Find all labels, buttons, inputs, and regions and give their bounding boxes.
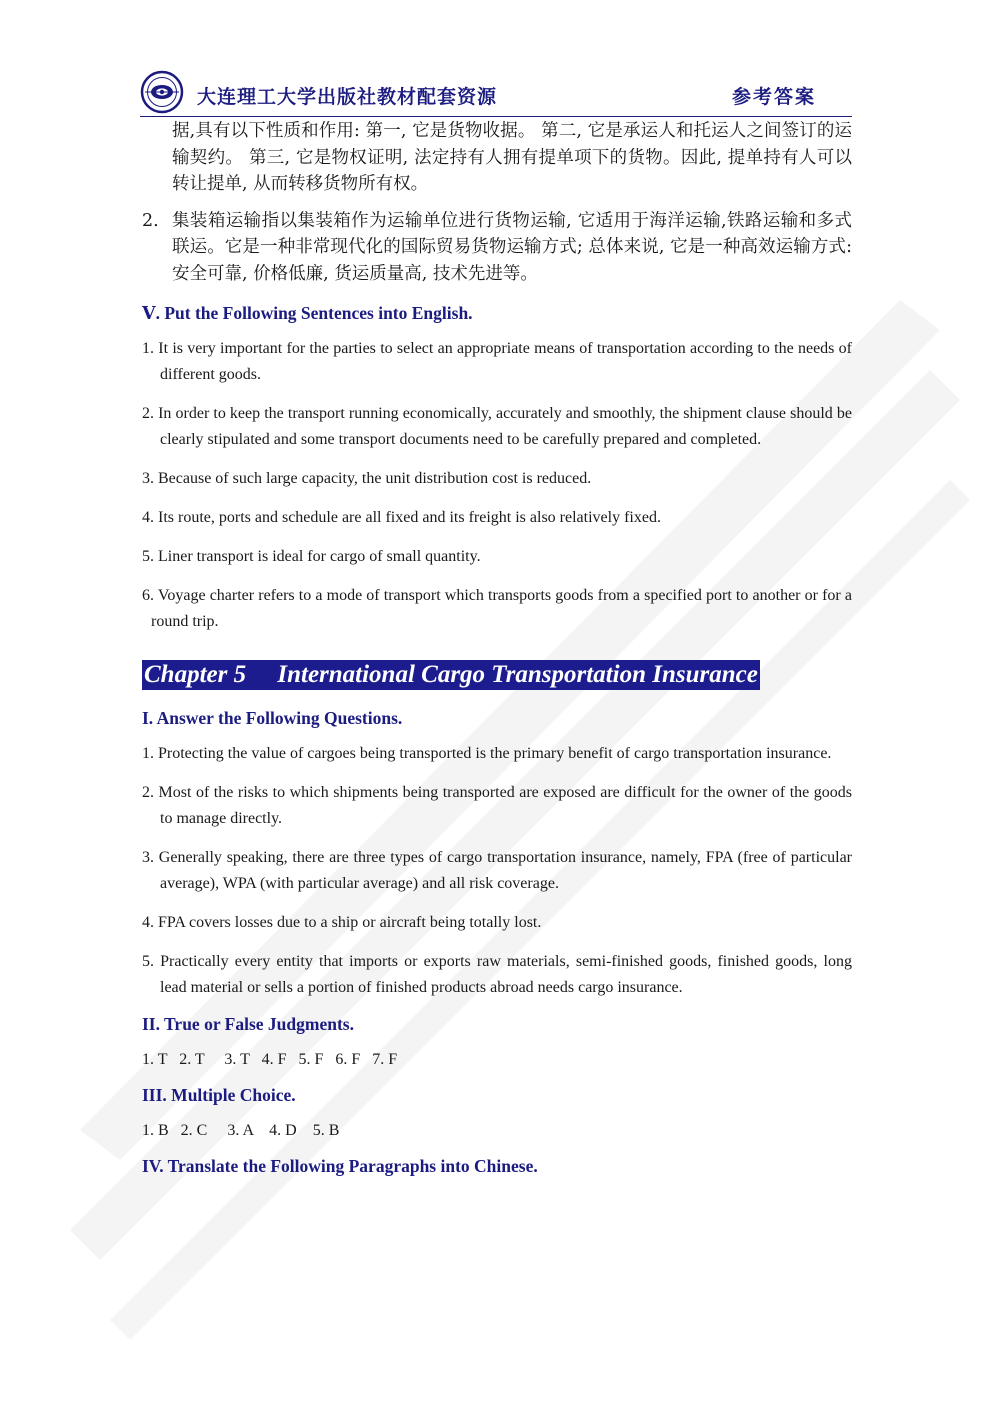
cn-item-text: 集装箱运输指以集装箱作为运输单位进行货物运输, 它适用于海洋运输,铁路运输和多式联运。它是一种非常现代化的国际贸易货物运输方式; 总体来说, 它是一种高效运输方式: 安全可靠, 价格低廉, 货运质量高, 技术先进等。 bbox=[172, 210, 852, 284]
page-content bbox=[142, 118, 852, 1189]
publisher-logo-icon bbox=[140, 70, 184, 114]
chapter-heading bbox=[142, 660, 760, 690]
publisher-title: 大连理工大学出版社教材配套资源 bbox=[197, 86, 498, 108]
chapter-number: Chapter 5 bbox=[144, 661, 247, 688]
list-item: 1. Protecting the value of cargoes being transported is the primary benefit of cargo transportation insurance. bbox=[142, 745, 832, 762]
cn-item-number: 2. bbox=[142, 210, 159, 231]
list-item: 5. Practically every entity that imports or exports raw materials, semi-finished goods, finished goods, long lead material or sells a portion of finished products abroad needs cargo insurance. bbox=[142, 953, 852, 996]
section-iii-title: III. Multiple Choice. bbox=[142, 1085, 296, 1105]
list-item: 2. In order to keep the transport running economically, accurately and smoothly, the shipment clause should be clearly stipulated and some transport documents need to be carefully prepared and completed. bbox=[142, 405, 852, 448]
list-item: 2. Most of the risks to which shipments being transported are exposed are difficult for the owner of the goods to manage directly. bbox=[142, 784, 852, 827]
section-v-title: Ⅴ. Put the Following Sentences into English. bbox=[142, 303, 473, 323]
section-iv-title: IV. Translate the Following Paragraphs into Chinese. bbox=[142, 1156, 538, 1176]
list-item: 1. It is very important for the parties to select an appropriate means of transportation according to the needs of different goods. bbox=[142, 340, 852, 383]
multiple-choice-answers: 1. B 2. C 3. A 4. D 5. B bbox=[142, 1122, 340, 1139]
list-item: 6. Voyage charter refers to a mode of transport which transports goods from a specified port to another or for a round trip. bbox=[142, 587, 852, 630]
cn-paragraph-continued: 据,具有以下性质和作用: 第一, 它是货物收据。 第二, 它是承运人和托运人之间签订的运输契约。 第三, 它是物权证明, 法定持有人拥有提单项下的货物。因此, 提单持有人可以转让提单, 从而转移货物所有权。 bbox=[172, 121, 852, 194]
chapter-title: International Cargo Transportation Insurance bbox=[277, 661, 758, 688]
list-item: 3. Because of such large capacity, the unit distribution cost is reduced. bbox=[142, 470, 592, 487]
list-item: 3. Generally speaking, there are three types of cargo transportation insurance, namely, FPA (free of particular average), WPA (with particular average) and all risk coverage. bbox=[142, 849, 852, 892]
section-ii-title: II. True or False Judgments. bbox=[142, 1014, 354, 1034]
section-i-title: I. Answer the Following Questions. bbox=[142, 708, 403, 728]
list-item: 4. Its route, ports and schedule are all fixed and its freight is also relatively fixed. bbox=[142, 509, 661, 526]
list-item: 4. FPA covers losses due to a ship or aircraft being totally lost. bbox=[142, 914, 542, 931]
cn-item-2 bbox=[142, 208, 852, 288]
page-header bbox=[140, 68, 852, 117]
list-item: 5. Liner transport is ideal for cargo of small quantity. bbox=[142, 548, 481, 565]
answer-key-label: 参考答案 bbox=[731, 86, 816, 108]
true-false-answers: 1. T 2. T 3. T 4. F 5. F 6. F 7. F bbox=[142, 1051, 398, 1068]
